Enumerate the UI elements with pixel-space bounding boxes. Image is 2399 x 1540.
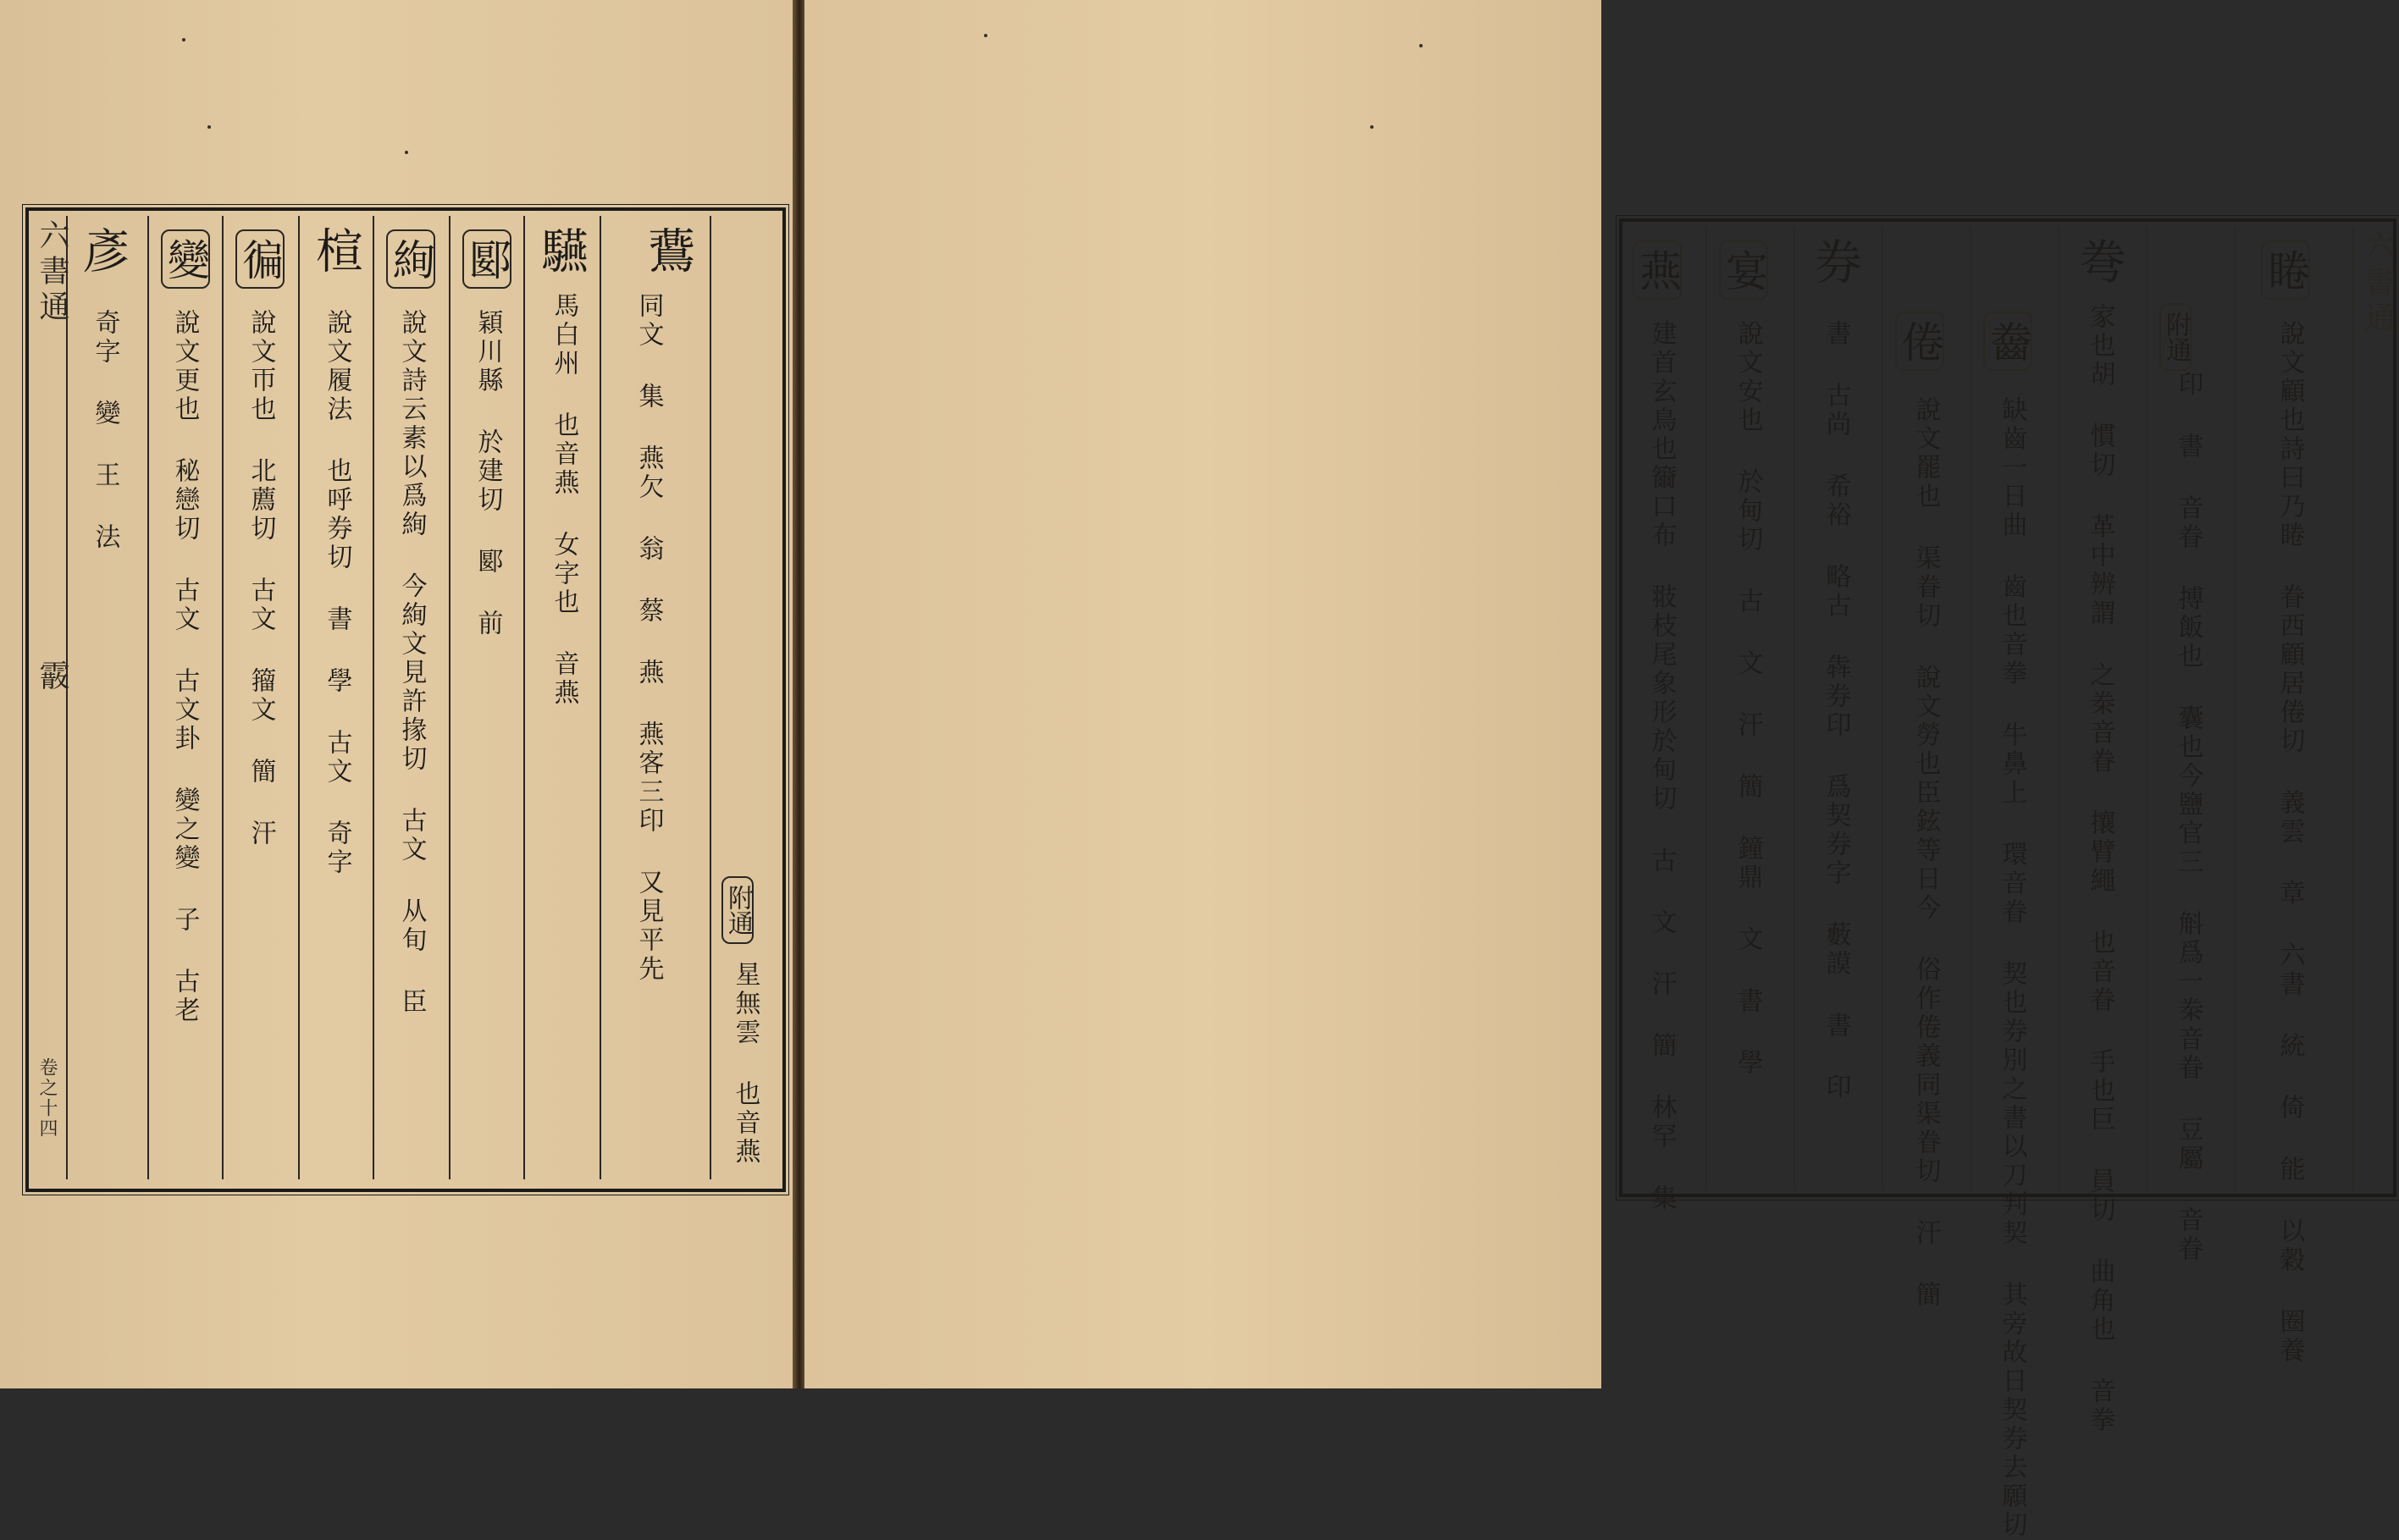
- right-col-5: [1882, 227, 1971, 1310]
- entry-note: 建首玄鳥也籋口布 翄枝尾象形於甸切 古 文 汗 簡 林罕 集: [1646, 320, 1677, 1213]
- right-page: [804, 0, 2395, 1540]
- left-col-2: [147, 216, 224, 1179]
- left-margin-title: 六書通: [35, 219, 69, 326]
- paper-speck: [984, 34, 987, 37]
- right-col-3: [2058, 227, 2147, 1435]
- entry-head-boxed: 倦: [1895, 312, 1944, 371]
- right-col-2: [2146, 227, 2236, 1264]
- paper-speck: [1370, 125, 1374, 129]
- entry-head-char: 驠: [533, 226, 589, 280]
- left-col-4: [298, 216, 374, 1179]
- paper-speck: [1419, 44, 1423, 47]
- entry-head-boxed: 附通: [2159, 303, 2192, 371]
- entry-head-boxed: 附通: [721, 876, 754, 944]
- entry-note: 書 古尚 希裕 略古 犇券印 爲契券字 藪謨 書 印: [1821, 320, 1851, 1102]
- left-col-9: [710, 216, 779, 1179]
- right-margin: [2352, 227, 2395, 1190]
- entry-head-char: 楦: [308, 226, 363, 280]
- entry-note: 說文詩云素以爲絢 今絢文見許掾切 古文 从旬 臣: [396, 309, 427, 1017]
- right-page-frame: [1619, 218, 2396, 1540]
- entry-head-boxed: 宴: [1719, 240, 1768, 300]
- entry-head-char: 弮: [2071, 237, 2126, 291]
- paper-speck: [182, 38, 185, 41]
- left-folio: 卷之十四: [36, 1057, 58, 1139]
- left-col-6: [449, 216, 525, 1179]
- entry-note: 星無雲 也音燕: [730, 961, 760, 1167]
- entry-head-boxed: 徧: [235, 229, 285, 289]
- entry-head-boxed: 郾: [462, 229, 511, 289]
- entry-note: 說文安也 於甸切 古 文 汗 簡 鐘鼎 文 書 學: [1733, 320, 1763, 1078]
- entry-head-boxed: 燕: [1633, 240, 1682, 300]
- right-margin-title: 六書通: [2360, 230, 2395, 337]
- left-col-7: [523, 216, 601, 1179]
- entry-note: 缺齒一日曲 齒也音拳 牛鼻上 環音眷 契也券別之書以刀判契 其旁故日契券去願切: [1997, 396, 2027, 1540]
- left-margin-rhyme: 霰: [35, 660, 69, 695]
- entry-note: 說文罷也 渠眷切 說文勞也臣鉉等日今 俗作倦義同渠眷切 汗 簡: [1910, 396, 1941, 1310]
- entry-head-char: 彥: [75, 226, 130, 280]
- left-col-5: [373, 216, 451, 1179]
- entry-note: 說文帀也 北薦切 古文 籀文 簡 汗: [246, 309, 276, 848]
- right-col-8: [1622, 227, 1705, 1213]
- left-col-1: [66, 216, 149, 1179]
- right-col-6: [1794, 227, 1883, 1190]
- entry-head-char: 鷰: [640, 226, 695, 280]
- right-col-7: [1705, 227, 1795, 1190]
- paper-speck: [207, 125, 211, 129]
- entry-note: 說文顧也詩曰乃睠 眷西顧居倦切 義雲 章 六書 統 倚 能 以穀 圈養: [2275, 320, 2305, 1366]
- right-col-4: [1970, 227, 2059, 1540]
- entry-note: 說文更也 秘戀切 古文 古文卦 變之變 子 古老: [169, 309, 200, 1025]
- left-page-frame: [25, 207, 786, 1192]
- entry-head-boxed: 絢: [386, 229, 435, 289]
- left-page: [0, 0, 796, 1388]
- left-col-8: [600, 216, 711, 1179]
- entry-head-boxed: 齤: [1983, 312, 2032, 371]
- entry-note: 奇字 變 王 法: [90, 309, 120, 552]
- entry-note: 印 書 音眷 搏飯也 囊也今鹽官三 斛爲一桊音眷 豆屬 音眷: [2173, 371, 2203, 1264]
- entry-note: 說文履法 也呼券切 書 學 古文 奇字: [322, 309, 352, 877]
- entry-head-char: 券: [1807, 237, 1862, 291]
- entry-note: 家也胡 慣切 革中辨謂 之桊音眷 攘臂繩 也音眷 手也巨 員切 曲角也 音拳: [2085, 303, 2115, 1435]
- entry-head-boxed: 睠: [2261, 240, 2310, 300]
- entry-note: 同文 集 燕欠 翁 蔡 燕 燕客三印 又見平先: [633, 292, 664, 984]
- right-col-1: [2234, 227, 2354, 1366]
- paper-speck: [405, 151, 408, 154]
- entry-head-boxed: 變: [161, 229, 210, 289]
- left-col-3: [222, 216, 300, 1179]
- entry-note: 穎川縣 於建切 郾 前: [473, 309, 503, 638]
- entry-note: 馬白州 也音燕 女字也 音燕: [549, 292, 579, 708]
